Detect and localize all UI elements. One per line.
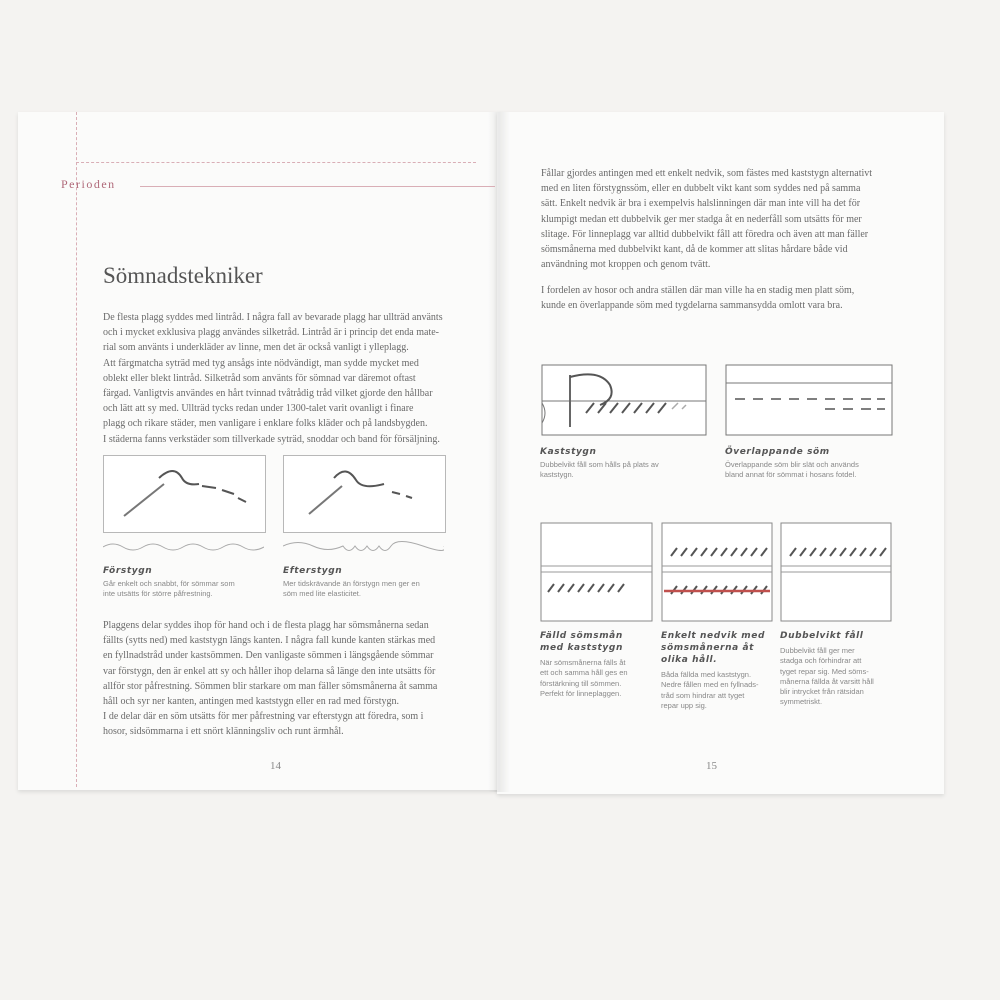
caption-line: Mer tidskrävande än förstygn men ger en bbox=[283, 579, 420, 588]
figure-caption bbox=[725, 460, 859, 481]
caption-line: ett och samma håll ges en bbox=[540, 668, 628, 678]
title-line: Enkelt nedvik med bbox=[661, 631, 765, 641]
caption-line: kaststygn. bbox=[540, 470, 574, 480]
caption-line: Båda fällda med kaststygn. bbox=[661, 670, 752, 679]
figure-title: Efterstygn bbox=[283, 566, 343, 576]
figure-title bbox=[780, 630, 863, 642]
caption-line: Går enkelt och snabbt, för sömmar som bbox=[103, 579, 235, 588]
enkelt-nedvik-illustration bbox=[661, 522, 773, 622]
text-line: och lätt att sy med. Ullträd tycks redan under 1300-talet varit ovanligt i finare bbox=[103, 403, 414, 415]
body-paragraph bbox=[541, 283, 854, 313]
figure-title: Kaststygn bbox=[540, 447, 597, 457]
forstygn-seam-line bbox=[103, 537, 264, 557]
intro-paragraph bbox=[103, 310, 443, 447]
text-line: I fordelen av hosor och andra ställen där man ville ha en stadig men platt söm, bbox=[541, 285, 855, 296]
section-rule bbox=[140, 186, 495, 187]
text-line: fällts (sytts ned) med kaststygn längs kanten. I några fall kunde kanten stärkas med bbox=[103, 635, 436, 647]
text-line: sömsmånerna med dubbelvikt kant, då de kommer att slitas hårdare både vid bbox=[541, 244, 848, 256]
text-line: I städerna fanns verkstäder som tillverkade syträd, snoddar och band för försäljning. bbox=[103, 433, 440, 445]
text-line: färgad. Vanligtvis användes en hårt tvinnad tvåtrådig tråd vilket gjorde den hållbar bbox=[103, 388, 433, 400]
caption-line: blir intrycket från rätsidan bbox=[780, 687, 864, 697]
kaststygn-illustration bbox=[540, 363, 708, 437]
caption-line: Perfekt för linneplaggen. bbox=[540, 688, 622, 698]
caption-line: tyget repar sig. Med söms- bbox=[780, 666, 869, 676]
caption-line: Nedre fållen med en fyllnads- bbox=[661, 680, 759, 690]
falld-somsman-illustration bbox=[540, 522, 653, 622]
intro-paragraph bbox=[541, 166, 872, 272]
figure-caption bbox=[661, 670, 759, 711]
text-line: allför stor påfrestning. Sömmen blir starkare om man fäller sömsmånerna åt samma bbox=[103, 680, 438, 692]
text-line: slitage. För linneplagg var alltid dubbelvikt fåll att föredra och även att man fäller bbox=[541, 228, 869, 240]
overlappande-som-illustration bbox=[725, 363, 893, 437]
caption-line: bland annat för sömmat i hosans fotdel. bbox=[725, 470, 857, 480]
text-line: plagg och rikare städer, men vanligare i enklare folks kläder och på landsbygden. bbox=[103, 418, 428, 430]
section-label: Perioden bbox=[61, 177, 116, 191]
text-line: med en liten förstygnssöm, eller en dubbelt vikt kant som syddes ned på samma bbox=[541, 183, 861, 195]
text-line: Plaggens delar syddes ihop för hand och i de flesta plagg har sömsmånerna sedan bbox=[103, 620, 429, 631]
text-line: och i mycket exklusiva plagg användes silketråd. Lintråd är i princip det enda mate- bbox=[103, 327, 439, 339]
figure-caption bbox=[540, 460, 659, 481]
text-line: en fyllnadstråd under kastsömmen. Den vanligaste sömmen i längsgående sömmar bbox=[103, 650, 434, 662]
caption-line: symmetriskt. bbox=[780, 697, 823, 707]
figure-caption bbox=[540, 658, 628, 699]
figure-caption bbox=[103, 579, 235, 600]
book-spine bbox=[488, 112, 510, 792]
efterstygn-illustration bbox=[283, 455, 446, 533]
efterstygn-seam-line bbox=[283, 535, 444, 557]
page-number: 14 bbox=[270, 760, 281, 772]
text-line: kunde en överlappande söm med tygdelarna sammansydda omlott vara bra. bbox=[541, 300, 843, 312]
text-line: sätt. Enkelt nedvik är bra i exempelvis halslinningen där man inte vill ha det för bbox=[541, 198, 861, 210]
text-line: Att färgmatcha syträd med tyg ansågs inte nödvändigt, man sydde mycket med bbox=[103, 357, 419, 369]
text-line: rial som använts i underkläder av linne, men det är också vanligt i ylleplagg. bbox=[103, 342, 409, 354]
title-line: Dubbelvikt fåll bbox=[780, 631, 864, 641]
text-line: oblekt eller blekt lintråd. Silketråd som använts för sömnad var däremot oftast bbox=[103, 372, 416, 384]
caption-line: inte utsätts för större påfrestning. bbox=[103, 589, 213, 599]
title-line: sömsmånerna åt bbox=[661, 643, 755, 653]
margin-guide-horizontal bbox=[76, 162, 476, 163]
caption-line: söm med lite elasticitet. bbox=[283, 589, 361, 599]
page-number: 15 bbox=[706, 760, 717, 772]
figure-title: Förstygn bbox=[103, 566, 153, 576]
caption-line: Överlappande söm blir slät och används bbox=[725, 460, 859, 469]
text-line: De flesta plagg syddes med lintråd. I några fall av bevarade plagg har ullträd använts bbox=[103, 312, 443, 323]
caption-line: Dubbelvikt fåll ger mer bbox=[780, 646, 855, 655]
page-heading: Sömnadstekniker bbox=[103, 263, 263, 288]
text-line: håll och syr ner kanten, antingen med kaststygn eller en rad med förstygn. bbox=[103, 696, 400, 708]
figure-title bbox=[540, 630, 623, 654]
figure-title: Överlappande söm bbox=[725, 447, 830, 457]
body-paragraph bbox=[103, 618, 437, 740]
figure-caption bbox=[283, 579, 420, 600]
title-line: med kaststygn bbox=[540, 643, 623, 653]
caption-line: repar upp sig. bbox=[661, 700, 707, 710]
caption-line: Dubbelvikt fåll som hålls på plats av bbox=[540, 460, 659, 469]
title-line: Fälld sömsmån bbox=[540, 631, 623, 641]
figure-caption bbox=[780, 646, 874, 708]
caption-line: förstärkning till sömmen. bbox=[540, 678, 622, 688]
caption-line: När sömsmånerna fälls åt bbox=[540, 658, 626, 667]
text-line: klumpigt medan ett dubbelvik ger mer stadga åt en nederfåll som utsätts för mer bbox=[541, 213, 862, 225]
caption-line: stadga och förhindrar att bbox=[780, 656, 862, 666]
text-line: hosor, sidsömmarna i ett snört klänningsliv och runt ärmhål. bbox=[103, 726, 344, 738]
text-line: I de delar där en söm utsätts för mer påfrestning var efterstygn att föredra, som i bbox=[103, 711, 424, 723]
figure-title bbox=[661, 630, 765, 666]
text-line: användning mot kroppen och genom tvätt. bbox=[541, 259, 711, 271]
caption-line: tråd som hindrar att tyget bbox=[661, 690, 745, 700]
title-line: olika håll. bbox=[661, 655, 718, 665]
forstygn-illustration bbox=[103, 455, 266, 533]
text-line: var förstygn, den är enkel att sy och håller ihop delarna så länge den inte utsätts för bbox=[103, 665, 436, 677]
dubbelvikt-fall-illustration bbox=[780, 522, 892, 622]
text-line: Fållar gjordes antingen med ett enkelt nedvik, som fästes med kaststygn alternativt bbox=[541, 168, 873, 179]
margin-guide-vertical bbox=[76, 112, 77, 787]
caption-line: månerna fällda åt varsitt håll bbox=[780, 676, 874, 686]
